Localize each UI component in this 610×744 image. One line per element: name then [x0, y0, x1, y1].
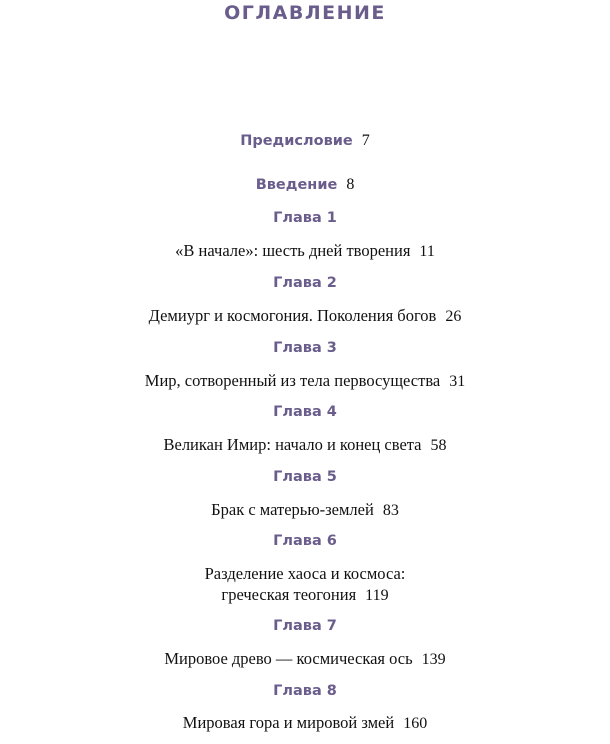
toc-item-chapter-8[interactable]: [0, 712, 610, 734]
toc-item-chapter-5[interactable]: [0, 499, 610, 521]
chapter-title: Великан Имир: начало и конец света: [163, 435, 422, 454]
chapter-title-line-1: Разделение хаоса и космоса:: [204, 564, 406, 583]
chapter-heading-8: Глава 8: [273, 683, 337, 699]
toc-page-number: 26: [445, 308, 462, 325]
toc-item-label: Предисловие: [240, 133, 353, 149]
toc-item-chapter-3[interactable]: [0, 370, 610, 392]
toc-page-number: 139: [421, 651, 446, 668]
chapter-heading-3: Глава 3: [273, 340, 337, 356]
chapter-heading-1: Глава 1: [273, 210, 337, 226]
chapter-title: Мировая гора и мировой змей: [182, 713, 395, 732]
toc-page-number: 83: [382, 502, 399, 519]
toc-page-number: 58: [430, 437, 447, 454]
toc-page-number: 11: [419, 243, 435, 260]
toc-item-chapter-6[interactable]: [0, 563, 610, 606]
toc-item-chapter-4[interactable]: [0, 434, 610, 456]
chapter-heading-6: Глава 6: [273, 533, 337, 549]
chapter-heading-5: Глава 5: [273, 469, 337, 485]
toc-item-chapter-7[interactable]: [0, 648, 610, 670]
chapter-title-line-2: греческая теогония: [221, 585, 357, 604]
toc-item-chapter-1[interactable]: [0, 240, 610, 262]
toc-page-number: 8: [346, 176, 355, 193]
chapter-heading-2: Глава 2: [273, 275, 337, 291]
chapter-title: Мир, сотворенный из тела первосущества: [144, 371, 441, 390]
chapter-title: Демиург и космогония. Поколения богов: [148, 306, 437, 325]
chapter-heading-7: Глава 7: [273, 618, 337, 634]
chapter-title: Брак с матерью-землей: [211, 500, 374, 519]
chapter-heading-4: Глава 4: [273, 404, 337, 420]
toc-item-preface[interactable]: [0, 132, 610, 150]
toc-item-chapter-2[interactable]: [0, 305, 610, 327]
toc-item-label: Введение: [255, 177, 338, 193]
toc-page-number: 160: [403, 715, 428, 732]
chapter-title: «В начале»: шесть дней творения: [175, 241, 411, 260]
toc-page-number: 7: [361, 132, 370, 149]
toc-page-number: 119: [365, 587, 389, 604]
toc-page-number: 31: [449, 373, 466, 390]
chapter-title: Мировое древо — космическая ось: [164, 649, 413, 668]
toc-item-introduction[interactable]: [0, 176, 610, 194]
page-title: ОГЛАВЛЕНИЕ: [224, 2, 386, 24]
